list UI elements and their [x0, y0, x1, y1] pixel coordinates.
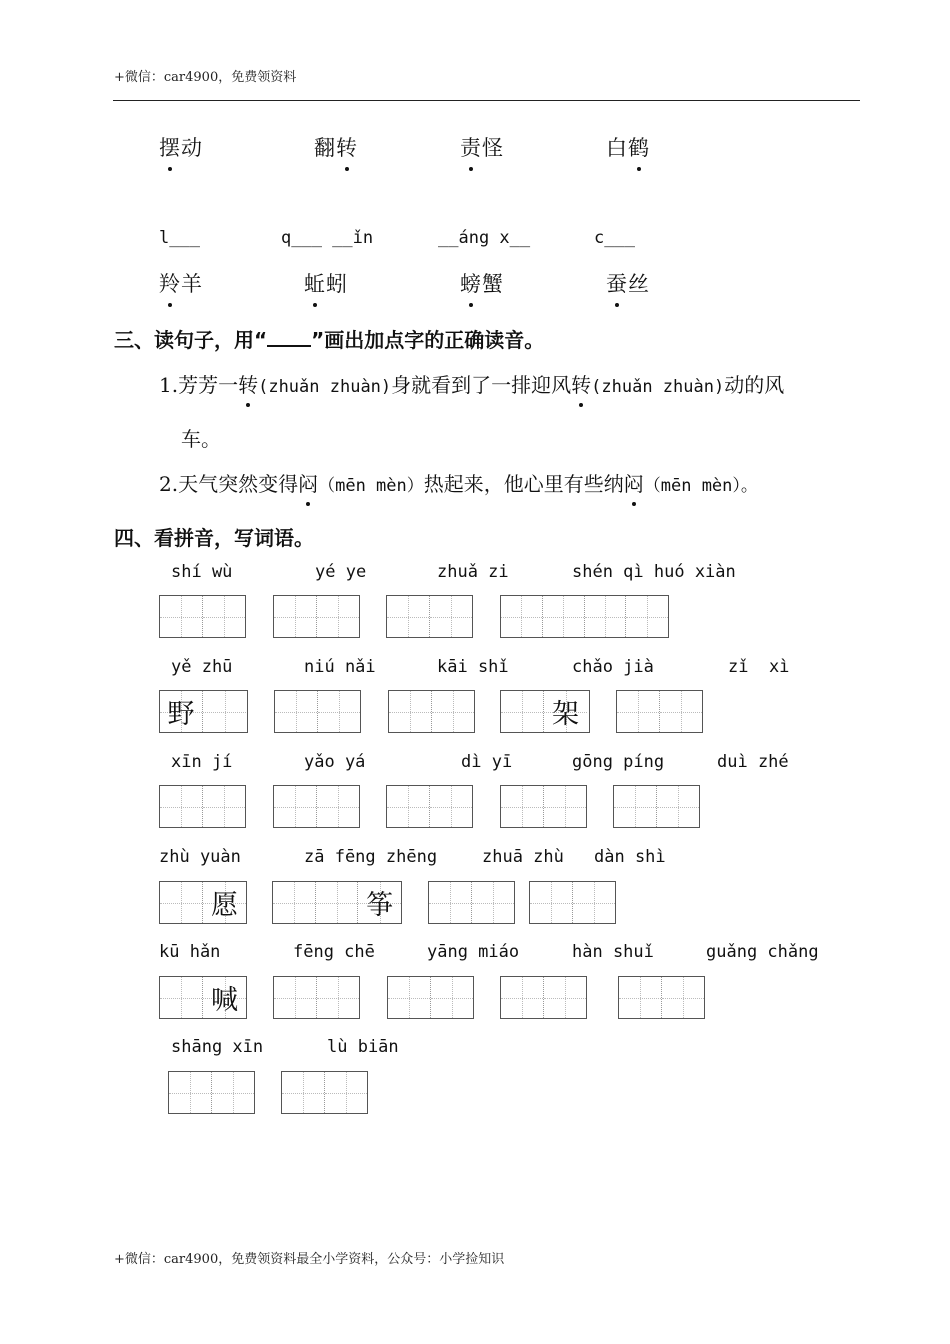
- pinyin-label: yě zhū: [171, 657, 233, 677]
- writing-grid[interactable]: [273, 595, 360, 638]
- writing-grid[interactable]: [168, 1071, 255, 1114]
- writing-grid[interactable]: [500, 976, 587, 1019]
- pinyin-label: shāng xīn: [171, 1037, 264, 1057]
- word-1-2: 翻转: [314, 132, 358, 162]
- pinyin-label: zǐ xì: [728, 657, 790, 677]
- sentence-2: 2.天气突然变得闷（mēn mèn）热起来，他心里有些纳闷（mēn mèn）。: [159, 468, 758, 497]
- writing-grid[interactable]: [386, 595, 473, 638]
- section-4-title: 四、看拼音，写词语。: [114, 526, 314, 550]
- writing-grid[interactable]: [387, 976, 474, 1019]
- pinyin-label: yé ye: [315, 562, 367, 582]
- writing-grid[interactable]: [159, 785, 246, 828]
- writing-grid[interactable]: 愿: [159, 881, 247, 924]
- pinyin-label: dì yī: [461, 752, 513, 772]
- writing-grid[interactable]: 野: [159, 690, 248, 733]
- pinyin-label: xīn jí: [171, 752, 233, 772]
- pinyin-label: lù biān: [327, 1037, 399, 1057]
- pinyin-label: yāng miáo: [427, 942, 520, 962]
- word-1-1: 摆动: [159, 132, 203, 162]
- writing-grid[interactable]: [428, 881, 515, 924]
- pinyin-label: guǎng chǎng: [706, 942, 819, 962]
- section-3-title: 三、读句子，用“ ”画出加点字的正确读音。: [114, 328, 545, 352]
- writing-grid[interactable]: [281, 1071, 368, 1114]
- writing-grid[interactable]: [616, 690, 703, 733]
- sentence-1: 1.芳芳一转(zhuǎn zhuàn)身就看到了一排迎风转(zhuǎn zhuàn)动的风: [159, 369, 784, 398]
- writing-grid[interactable]: [500, 595, 669, 638]
- pinyin-blank-3[interactable]: __áng x__: [438, 228, 531, 248]
- header-divider: [113, 100, 860, 101]
- writing-grid[interactable]: [388, 690, 475, 733]
- pinyin-blank-1[interactable]: l___: [159, 228, 200, 248]
- footer-watermark: +微信：car4900，免费领资料最全小学资料，公众号：小学捡知识: [114, 1252, 505, 1267]
- sentence-2-options-1[interactable]: （mēn mèn）: [318, 476, 424, 496]
- writing-grid[interactable]: [500, 785, 587, 828]
- pinyin-label: kū hǎn: [159, 942, 221, 962]
- word-1-4: 白鹤: [606, 132, 650, 162]
- writing-grid[interactable]: [159, 595, 246, 638]
- writing-grid[interactable]: 筝: [272, 881, 402, 924]
- pinyin-label: duì zhé: [717, 752, 789, 772]
- pinyin-label: dàn shì: [594, 847, 666, 867]
- writing-grid[interactable]: [529, 881, 616, 924]
- pinyin-label: hàn shuǐ: [572, 942, 654, 962]
- sentence-1-options-2[interactable]: (zhuǎn zhuàn): [591, 377, 725, 397]
- writing-grid[interactable]: [613, 785, 700, 828]
- writing-grid[interactable]: [618, 976, 705, 1019]
- pinyin-label: yǎo yá: [304, 752, 366, 772]
- writing-grid[interactable]: 架: [500, 690, 590, 733]
- pinyin-label: zhù yuàn: [159, 847, 241, 867]
- writing-grid[interactable]: [274, 690, 361, 733]
- sentence-1-cont: 车。: [181, 427, 221, 451]
- word-2-4: 蚕丝: [606, 268, 650, 298]
- writing-grid[interactable]: [273, 785, 360, 828]
- pinyin-label: shén qì huó xiàn: [572, 562, 736, 582]
- header-watermark: +微信：car4900，免费领资料: [114, 70, 297, 85]
- pinyin-label: zā fēng zhēng: [304, 847, 438, 867]
- writing-grid[interactable]: [386, 785, 473, 828]
- word-2-2: 蚯蚓: [304, 268, 348, 298]
- pinyin-label: shí wù: [171, 562, 233, 582]
- word-2-1: 羚羊: [159, 268, 203, 298]
- pinyin-label: gōng píng: [572, 752, 665, 772]
- pinyin-label: niú nǎi: [304, 657, 376, 677]
- sentence-2-options-2[interactable]: （mēn mèn）。: [643, 476, 758, 496]
- pinyin-label: chǎo jià: [572, 657, 654, 677]
- pinyin-label: zhuǎ zi: [437, 562, 509, 582]
- writing-grid[interactable]: [273, 976, 360, 1019]
- pinyin-blank-4[interactable]: c___: [594, 228, 635, 248]
- pinyin-label: zhuā zhù: [482, 847, 564, 867]
- pinyin-blank-2[interactable]: q___ __ǐn: [281, 228, 374, 248]
- pinyin-label: kāi shǐ: [437, 657, 509, 677]
- writing-grid[interactable]: 喊: [159, 976, 247, 1019]
- word-2-3: 螃蟹: [460, 268, 504, 298]
- sentence-1-options-1[interactable]: (zhuǎn zhuàn): [258, 377, 392, 397]
- word-1-3: 责怪: [460, 132, 504, 162]
- pinyin-label: fēng chē: [293, 942, 375, 962]
